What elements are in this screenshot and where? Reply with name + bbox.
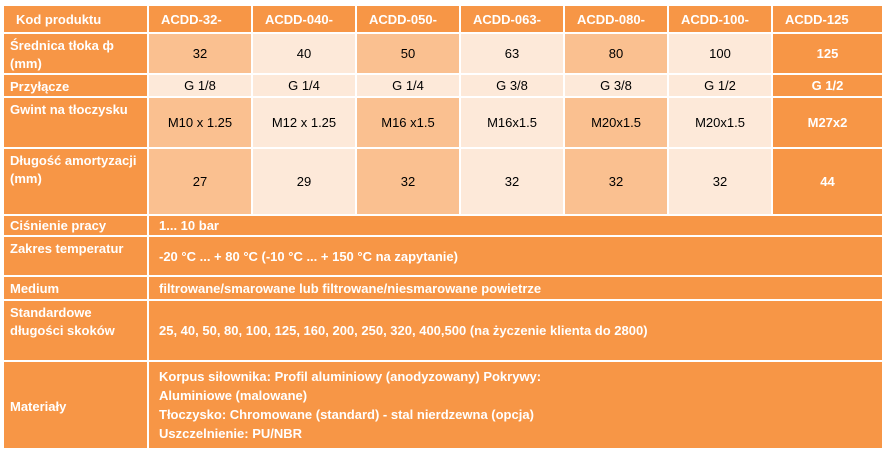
table-cell: 29 bbox=[252, 148, 356, 215]
table-cell: 27 bbox=[148, 148, 252, 215]
model-header: ACDD-125 bbox=[772, 5, 883, 33]
table-cell: G 1/4 bbox=[356, 74, 460, 97]
spanning-cell: filtrowane/smarowane lub filtrowane/niesmarowane powietrze bbox=[148, 276, 883, 300]
table-cell: 80 bbox=[564, 33, 668, 74]
spanning-cell: 25, 40, 50, 80, 100, 125, 160, 200, 250, 320, 400,500 (na życzenie klienta do 2800) bbox=[148, 300, 883, 361]
table-cell: G 3/8 bbox=[460, 74, 564, 97]
table-cell: M16x1.5 bbox=[460, 97, 564, 148]
table-cell: 40 bbox=[252, 33, 356, 74]
spanning-cell: 1... 10 bar bbox=[148, 215, 883, 236]
row-label: Przyłącze bbox=[3, 74, 148, 97]
row-rod-thread bbox=[3, 97, 883, 148]
table-cell: G 1/2 bbox=[772, 74, 883, 97]
row-label: Zakres temperatur bbox=[3, 236, 148, 276]
model-header: ACDD-050- bbox=[356, 5, 460, 33]
table-cell: M16 x1.5 bbox=[356, 97, 460, 148]
table-cell: M12 x 1.25 bbox=[252, 97, 356, 148]
table-cell: 32 bbox=[460, 148, 564, 215]
model-header: ACDD-040- bbox=[252, 5, 356, 33]
table-cell: 50 bbox=[356, 33, 460, 74]
model-header: ACDD-080- bbox=[564, 5, 668, 33]
row-label: Materiały bbox=[3, 361, 148, 449]
row-label: Medium bbox=[3, 276, 148, 300]
row-materials bbox=[3, 361, 883, 449]
table-cell: 32 bbox=[148, 33, 252, 74]
materials-cell bbox=[148, 361, 883, 449]
table-cell: 44 bbox=[772, 148, 883, 215]
product-spec-table bbox=[2, 4, 884, 450]
row-label: Długość amortyzacji (mm) bbox=[3, 148, 148, 215]
materials-line: Aluminiowe (malowane) bbox=[159, 388, 308, 403]
row-piston-diameter bbox=[3, 33, 883, 74]
model-header: ACDD-32- bbox=[148, 5, 252, 33]
header-row bbox=[3, 5, 883, 33]
table-cell: G 3/8 bbox=[564, 74, 668, 97]
materials-line: Uszczelnienie: PU/NBR bbox=[159, 426, 303, 441]
table-cell: 32 bbox=[564, 148, 668, 215]
row-cushion-length bbox=[3, 148, 883, 215]
row-label: Ciśnienie pracy bbox=[3, 215, 148, 236]
row-strokes bbox=[3, 300, 883, 361]
spanning-cell: -20 °C ... + 80 °C (-10 °C ... + 150 °C na zapytanie) bbox=[148, 236, 883, 276]
materials-line: Tłoczysko: Chromowane (standard) - stal nierdzewna (opcja) bbox=[159, 407, 534, 422]
table-cell: 125 bbox=[772, 33, 883, 74]
model-header: ACDD-100- bbox=[668, 5, 772, 33]
table-cell: 32 bbox=[356, 148, 460, 215]
row-pressure bbox=[3, 215, 883, 236]
model-header: ACDD-063- bbox=[460, 5, 564, 33]
row-temperature bbox=[3, 236, 883, 276]
row-medium bbox=[3, 276, 883, 300]
row-label: Średnica tłoka ф (mm) bbox=[3, 33, 148, 74]
table-cell: G 1/4 bbox=[252, 74, 356, 97]
row-label: Gwint na tłoczysku bbox=[3, 97, 148, 148]
table-cell: 63 bbox=[460, 33, 564, 74]
table-cell: 100 bbox=[668, 33, 772, 74]
materials-line: Korpus siłownika: Profil aluminiowy (anodyzowany) Pokrywy: bbox=[159, 369, 542, 384]
table-cell: M20x1.5 bbox=[564, 97, 668, 148]
table-cell: 32 bbox=[668, 148, 772, 215]
row-label: Standardowe długości skoków bbox=[3, 300, 148, 361]
row-ports bbox=[3, 74, 883, 97]
table-cell: M20x1.5 bbox=[668, 97, 772, 148]
table-cell: G 1/2 bbox=[668, 74, 772, 97]
header-label: Kod produktu bbox=[3, 5, 148, 33]
table-cell: G 1/8 bbox=[148, 74, 252, 97]
table-cell: M10 x 1.25 bbox=[148, 97, 252, 148]
table-cell: M27x2 bbox=[772, 97, 883, 148]
